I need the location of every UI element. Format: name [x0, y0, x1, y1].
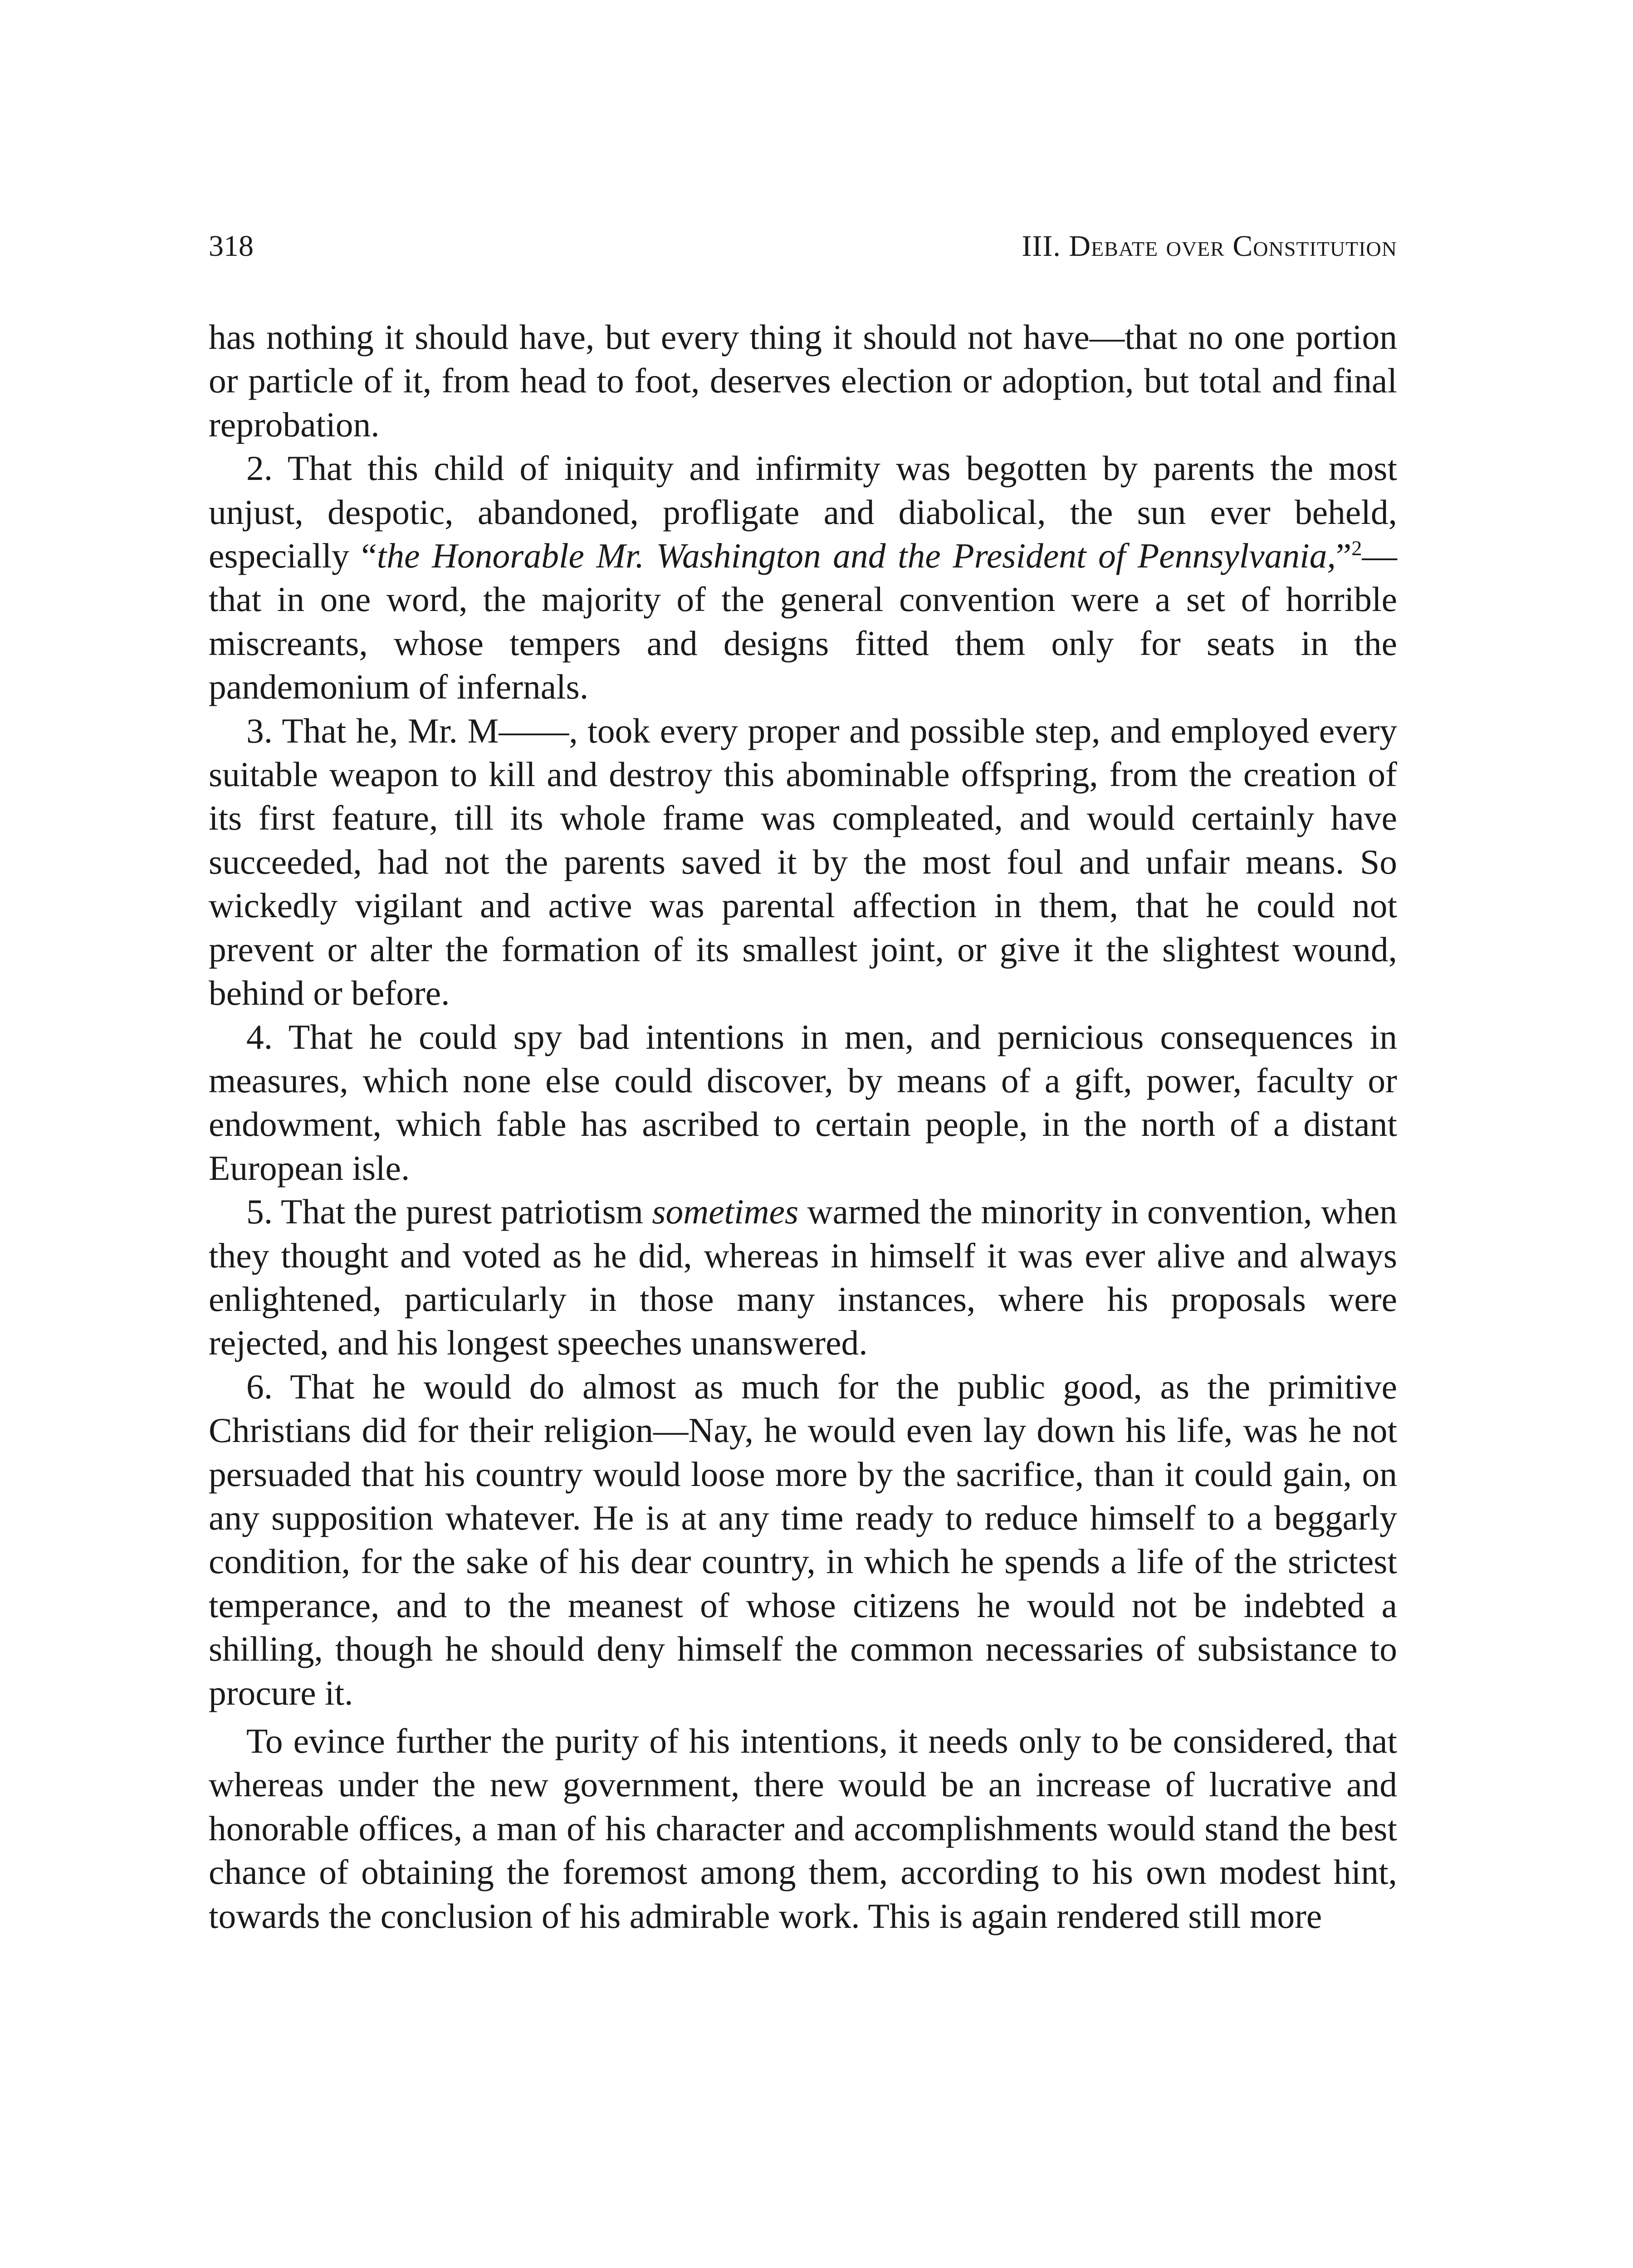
paragraph-continued	[209, 315, 1397, 446]
closing-quote: ”	[1335, 536, 1352, 576]
running-head-title: III. Debate over Constitution	[1022, 230, 1397, 263]
paragraph-item-5	[209, 1190, 1397, 1365]
paragraph-item-6	[209, 1365, 1397, 1715]
paragraph-text: 5. That the purest patriotism	[246, 1192, 652, 1232]
paragraph-text: has nothing it should have, but every thing it should not have—that no one portion or particle of it, from head to foot, deserves election or adoption, but total and final reprobation.	[209, 318, 1397, 444]
paragraph-text: —that in one word, the majority of the general convention were a set of horrible miscreants, whose tempers and designs fitted them only for seats in the pandemonium of infernals.	[209, 536, 1397, 707]
paragraph-text: warmed the minority in convention, when they thought and voted as he did, whereas in himself it was ever alive and always enlightened, particularly in those many instances, where his proposals were rejected, and his longest speeches unanswered.	[209, 1192, 1397, 1363]
running-head	[209, 229, 1397, 270]
page-number: 318	[209, 230, 254, 263]
body-text	[209, 315, 1397, 1938]
paragraph-text: To evince further the purity of his intentions, it needs only to be considered, that whereas under the new government, there would be an increase of lucrative and honorable offices, a man of his character and accomplishments would stand the best chance of obtaining the foremost among them, according to his own modest hint, towards the conclusion of his admirable work. This is again rendered still more	[209, 1721, 1397, 1936]
paragraph-item-3	[209, 709, 1397, 1015]
italic-quotation: the Honorable Mr. Washington and the President of Pennsylvania,	[376, 536, 1336, 576]
paragraph-item-4	[209, 1015, 1397, 1190]
paragraph-item-2	[209, 446, 1397, 709]
italic-emphasis: sometimes	[652, 1192, 799, 1232]
footnote-marker: 2	[1351, 537, 1362, 561]
paragraph-conclusion	[209, 1719, 1397, 1938]
paragraph-text: 6. That he would do almost as much for the public good, as the primitive Christians did for their religion—Nay, he would even lay down his life, was he not persuaded that his country would loose more by the sacrifice, than it could gain, on any supposition whatever. He is at any time ready to reduce himself to a beggarly condition, for the sake of his dear country, in which he spends a life of the strictest temperance, and to the meanest of whose citizens he would not be indebted a shilling, though he should deny himself the common necessaries of subsistance to procure it.	[209, 1367, 1397, 1712]
paragraph-text: 4. That he could spy bad intentions in men, and pernicious consequences in measures, which none else could discover, by means of a gift, power, faculty or endowment, which fable has ascribed to certain people, in the north of a distant European isle.	[209, 1017, 1397, 1188]
paragraph-text: 3. That he, Mr. M——, took every proper and possible step, and employed every suitable weapon to kill and destroy this abominable offspring, from the creation of its first feature, till its whole frame was compleated, and would certainly have succeeded, had not the parents saved it by the most foul and unfair means. So wickedly vigilant and active was parental affection in them, that he could not prevent or alter the formation of its smallest joint, or give it the slightest wound, behind or before.	[209, 711, 1397, 1013]
paragraph-text: 2. That this child of iniquity and infirmity was begotten by parents the most unjust, despotic, abandoned, profligate and diabolical, the sun ever beheld, especially “	[209, 449, 1397, 576]
